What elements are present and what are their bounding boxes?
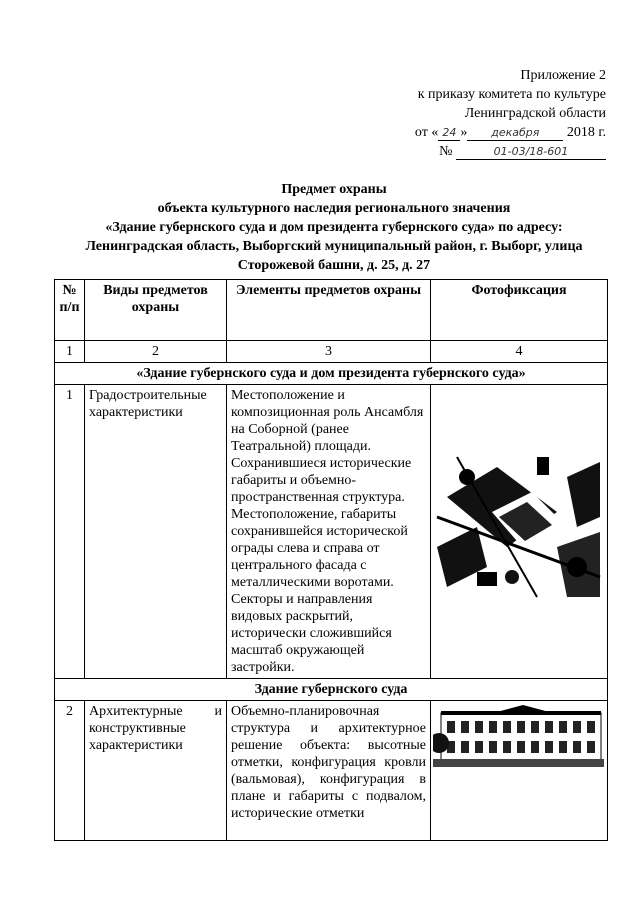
table-row: 1 Градостроительные характеристики Местоположение и композиционная роль Ансамбля на Соборной (ранее Театральной) площади. Сохранившиеся исторические габариты и объемно-пространственная структура. Местоположение, габариты сохранившейся исторической ограды слева и справа от центрального фасада с металлическими воротами. Секторы и направления видовых раскрытий, исторически сложившийся масштаб окружающей застройки. <box>55 385 608 679</box>
appendix-date: от « 24 » декабря 2018 г. <box>414 125 606 140</box>
date-day-handwritten: 24 <box>438 126 460 141</box>
row2-photo <box>431 701 608 841</box>
header-number: № п/п <box>55 280 85 341</box>
title-line-2: объекта культурного наследия регионального значения <box>157 201 511 216</box>
header-photo: Фотофиксация <box>431 280 608 341</box>
date-month-handwritten: декабря <box>467 126 563 141</box>
appendix-number: № 01-03/18-601 <box>346 142 606 161</box>
appendix-title: Приложение 2 <box>520 68 606 83</box>
title-line-1: Предмет охраны <box>281 182 387 197</box>
table-index-row: 1 2 3 4 <box>55 341 608 363</box>
appendix-order: к приказу комитета по культуре <box>417 87 606 102</box>
row2-kind: Архитектурные и конструктивные характеристики <box>85 701 227 841</box>
row1-photo <box>431 385 608 679</box>
table-header-row <box>55 280 608 341</box>
header-elements: Элементы предметов охраны <box>227 280 431 341</box>
header-kind: Виды предметов охраны <box>85 280 227 341</box>
number-handwritten: 01-03/18-601 <box>456 145 606 160</box>
row2-elements: Объемно-планировочная структура и архитектурное решение объекта: высотные отметки, конфигурация кровли (вальмовая), конфигурация в плане и габариты с подвалом, исторические отметки <box>227 701 431 841</box>
section-row-ensemble: «Здание губернского суда и дом президента губернского суда» <box>55 363 608 385</box>
building-facade-image <box>433 703 604 773</box>
protection-table <box>54 279 608 841</box>
table-row: 2 Архитектурные и конструктивные характеристики Объемно-планировочная структура и архитектурное решение объекта: высотные отметки, конфигурация кровли (вальмовая), конфигурация в плане и габариты с подвалом, исторические отметки <box>55 701 608 841</box>
title-line-4: Ленинградская область, Выборгский муниципальный район, г. Выборг, улица <box>85 239 583 254</box>
document-title <box>54 180 614 275</box>
aerial-photo-image <box>433 387 604 673</box>
appendix-block <box>346 66 606 161</box>
title-line-3: «Здание губернского суда и дом президента губернского суда» по адресу: <box>105 220 563 235</box>
section-row-court-building: Здание губернского суда <box>55 679 608 701</box>
row1-kind: Градостроительные характеристики <box>85 385 227 679</box>
appendix-region: Ленинградской области <box>464 106 606 121</box>
row1-elements: Местоположение и композиционная роль Ансамбля на Соборной (ранее Театральной) площади. Сохранившиеся исторические габариты и объемно-пространственная структура. Местоположение, габариты сохранившейся исторической ограды слева и справа от центрального фасада с металлическими воротами. Секторы и направления видовых раскрытий, исторически сложившийся масштаб окружающей застройки. <box>227 385 431 679</box>
title-line-5: Сторожевой башни, д. 25, д. 27 <box>237 258 431 273</box>
